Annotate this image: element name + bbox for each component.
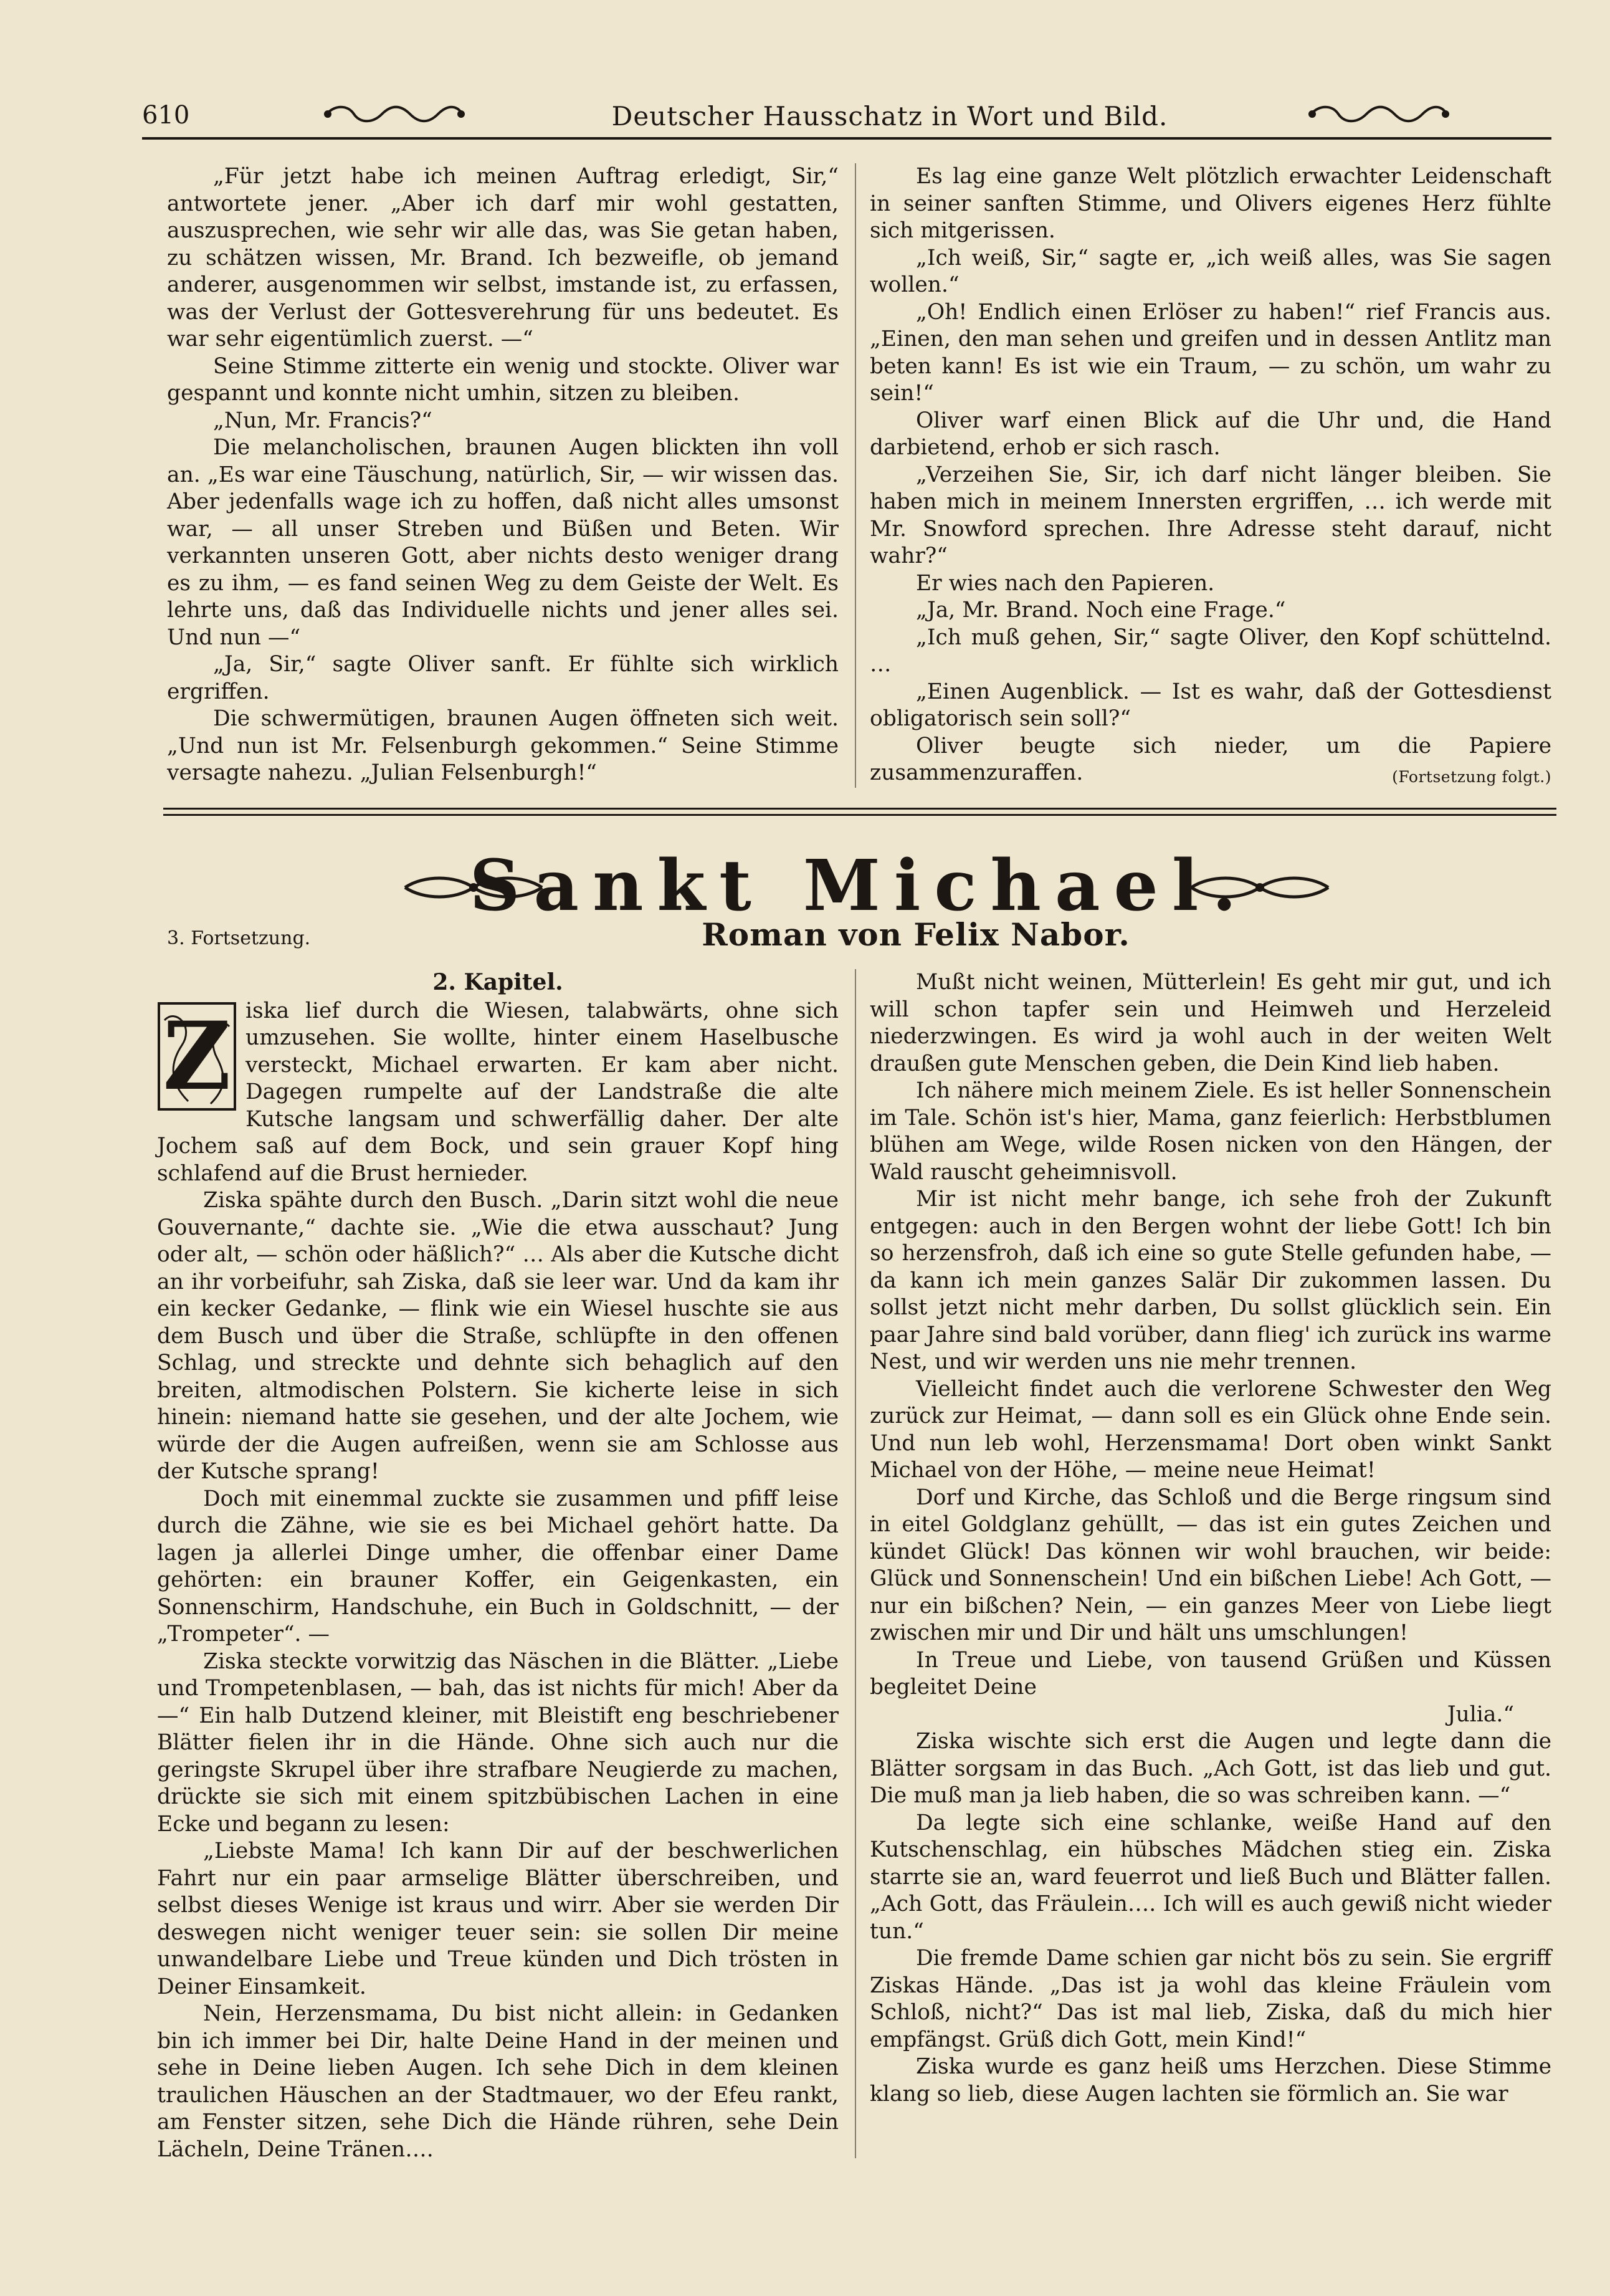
header-ornament-right-icon [1307,103,1450,125]
header-rule [142,137,1551,140]
paragraph: Vielleicht findet auch die verlorene Schwester den Weg zurück zur Heimat, — dann soll es ein Glück ohne Ende sein. Und nun leb wohl, Herzensmama! Dort oben winkt Sankt Michael von der Höhe, — meine neue Heimat! [870,1376,1551,1483]
paragraph: Die melancholischen, braunen Augen blickten ihn voll an. „Es war eine Täuschung, natürlich, Sir, — wir wissen das. Aber jedenfalls wage ich zu hoffen, daß nicht alles umsonst war, — all unser Streben und Büßen und Beten. Wir verkannten unseren Gott, aber nichts desto weniger drang es zu ihm, — es fand seinen Weg zu dem Geiste der Welt. Es lehrte uns, daß das Individuelle nichts und jener alles sei. Und nun —“ [167,435,839,650]
novel-title-block [163,835,1556,929]
paragraph: „Verzeihen Sie, Sir, ich darf nicht länger bleiben. Sie haben mich in meinem Innersten ergriffen, … ich werde mit Mr. Snowford sprechen. Ihre Adresse steht darauf, nicht wahr?“ [870,462,1551,568]
first-paragraph-text: iska lief durch die Wiesen, talabwärts, ohne sich umzusehen. Sie wollte, hinter einem Haselbusche versteckt, Michael erwarten. Er kam aber nicht. Dagegen rumpelte auf der Landstraße die alte Kutsche langsam und schwerfällig daher. Der alte Jochem saß auf dem Bock, und sein grauer Kopf hing schlafend auf die Brust hernieder. [157,998,839,1186]
paragraph: Es lag eine ganze Welt plötzlich erwachter Leidenschaft in seiner sanften Stimme, und Olivers eigenes Herz fühlte sich mitgerissen. [870,164,1551,243]
novel-column-right [870,969,1551,2108]
letter-signature: Julia.“ [1447,1701,1514,1727]
paragraph: Oliver warf einen Blick auf die Uhr und, die Hand darbietend, erhob er sich rasch. [870,408,1551,460]
dropcap [157,1002,237,1111]
paragraph: Da legte sich eine schlanke, weiße Hand auf den Kutschenschlag, ein hübsches Mädchen stieg ein. Ziska starrte sie an, ward feuerrot und ließ Buch und Blätter fallen. „Ach Gott, das Fräulein…. Ich will es auch gewiß nicht wieder tun.“ [870,1810,1551,1944]
title-ornament-right-icon [1185,874,1335,901]
paragraph: Ziska wischte sich erst die Augen und legte dann die Blätter sorgsam in das Buch. „Ach Gott, ist das lieb und gut. Die muß man ja lieb haben, die so was schreiben kann. —“ [870,1729,1551,1808]
paragraph: „Nun, Mr. Francis?“ [213,408,432,433]
paragraph: „Für jetzt habe ich meinen Auftrag erledigt, Sir,“ antwortete jener. „Aber ich darf mir wohl gestatten, auszusprechen, wie sehr wir alle das, was Sie getan haben, zu schätzen wissen, Mr. Brand. Ich bezweifle, ob jemand anderer, ausgenommen wir selbst, imstande ist, zu erfassen, was der Verlust der Gottesverehrung für uns bedeutet. Es war sehr eigentümlich zuerst. —“ [167,164,839,352]
first-paragraph [157,998,839,1188]
paragraph: Ziska wurde es ganz heiß ums Herzchen. Diese Stimme klang so lieb, diese Augen lachten sie förmlich an. Sie war [870,2054,1551,2107]
paragraph: „Einen Augenblick. — Ist es wahr, daß der Gottesdienst obligatorisch sein soll?“ [870,679,1551,731]
column-divider-bottom [855,969,856,2158]
page-number: 610 [142,101,190,130]
paragraph: Die schwermütigen, braunen Augen öffneten sich weit. „Und nun ist Mr. Felsenburgh gekommen.“ Seine Stimme versagte nahezu. „Julian Felsenburgh!“ [167,706,839,785]
paragraph: Die fremde Dame schien gar nicht bös zu sein. Sie ergriff Ziskas Hände. „Das ist ja wohl das kleine Fräulein vom Schloß, nicht?“ Das ist mal lieb, Ziska, daß du mich hier empfängst. Grüß dich Gott, mein Kind!“ [870,1946,1551,2052]
paragraph: „Ja, Mr. Brand. Noch eine Frage.“ [916,598,1286,623]
serial-end-column-left [167,163,839,787]
header-ornament-left-icon [323,103,466,125]
novel-title: Sankt Michael. [469,845,1250,927]
page-header [142,98,1551,142]
paragraph: Nein, Herzensmama, Du bist nicht allein: in Gedanken bin ich immer bei Dir, halte Deine Hand in der meinen und sehe in Deine lieben Augen. Ich sehe Dich in dem kleinen traulichen Häuschen an der Stadtmauer, wo der Efeu rankt, am Fenster sitzen, sehe Dich die Hände rühren, sehe Dein Lächeln, Deine Tränen…. [157,2001,839,2162]
paragraph: Dorf und Kirche, das Schloß und die Berge ringsum sind in eitel Goldglanz gehüllt, — das ist ein gutes Zeichen und kündet Glück! Das können wir wohl brauchen, wir beide: Glück und Sonnenschein! Und ein bißchen Liebe! Ach Gott, — nur ein bißchen? Nein, — ein ganzes Meer von Liebe liegt zwischen mir und Dir und hält uns umschlungen! [870,1485,1551,1645]
paragraph: Oliver beugte sich nieder, um die Papiere zusammenzuraffen. (Fortsetzung folgt.) [870,733,1551,787]
paragraph: „Oh! Endlich einen Erlöser zu haben!“ rief Francis aus. „Einen, den man sehen und greifen und in dessen Antlitz man beten kann! Es ist wie ein Traum, — zu schön, um wahr zu sein!“ [870,299,1551,406]
paragraph: „Liebste Mama! Ich kann Dir auf der beschwerlichen Fahrt nur ein paar armselige Blätter überschreiben, und selbst dieses Wenige ist kraus und wirr. Aber sie werden Dir deswegen nicht weniger teuer sein: sie sollen Dir meine unwandelbare Liebe und Treue künden und Dich trösten in Deiner Einsamkeit. [157,1839,839,1999]
novel-byline: Roman von Felix Nabor. [702,916,1130,953]
chapter-heading: 2. Kapitel. [432,969,563,995]
paragraph: Mußt nicht weinen, Mütterlein! Es geht mir gut, und ich will schon tapfer sein und Heimweh und Herzeleid niederzwingen. Es wird ja wohl auch in der weiten Welt draußen gute Menschen geben, die Dein Kind lieb haben. [870,970,1551,1076]
novel-column-left [157,969,839,2163]
paragraph: „Ich muß gehen, Sir,“ sagte Oliver, den Kopf schüttelnd. … [870,624,1551,677]
paragraph: „Ich weiß, Sir,“ sagte er, „ich weiß alles, was Sie sagen wollen.“ [870,245,1551,297]
paragraph: Er wies nach den Papieren. [916,570,1215,596]
installment-label: 3. Fortsetzung. [167,927,311,949]
running-title: Deutscher Hausschatz in Wort und Bild. [611,101,1168,132]
column-divider-top [855,163,856,788]
paragraph: In Treue und Liebe, von tausend Grüßen und Küssen begleitet Deine [870,1647,1551,1700]
paragraph: Seine Stimme zitterte ein wenig und stockte. Oliver war gespannt und konnte nicht umhin, sitzen zu bleiben. [167,353,839,406]
paragraph: Doch mit einemmal zuckte sie zusammen und pfiff leise durch die Zähne, wie sie es bei Michael gehört hatte. Da lagen ja allerlei Dinge umher, die offenbar einer Dame gehörten: ein brauner Koffer, ein Geigenkasten, ein Sonnenschirm, Handschuhe, ein Buch in Goldschnitt, — der „Trompeter“. — [157,1486,839,1647]
paragraph: Mir ist nicht mehr bange, ich sehe froh der Zukunft entgegen: auch in den Bergen wohnt der liebe Gott! Ich bin so herzensfroh, daß ich eine so gute Stelle gefunden habe, — da kann ich mein ganzes Salär Dir zukommen lassen. Du sollst jetzt nicht mehr darben, Du sollst glücklich sein. Ein paar Jahre sind bald vorüber, dann flieg' ich zurück ins warme Nest, und wir werden uns nie mehr trennen. [870,1187,1551,1374]
paragraph: „Ja, Sir,“ sagte Oliver sanft. Er fühlte sich wirklich ergriffen. [167,652,839,704]
paragraph: Ich nähere mich meinem Ziele. Es ist heller Sonnenschein im Tale. Schön ist's hier, Mama, ganz feierlich: Herbstblumen blühen am Wege, wilde Rosen nicken von den Hängen, der Wald rauscht geheimnisvoll. [870,1078,1551,1185]
paragraph: Ziska steckte vorwitzig das Näschen in die Blätter. „Liebe und Trompetenblasen, — bah, das ist nichts für mich! Aber da —“ Ein halb Dutzend kleiner, mit Bleistift eng beschriebener Blätter fielen ihr in die Hände. Ohne sich auch nur die geringste Skrupel über ihre strafbare Neugierde zu machen, drückte sie sich mit einem spitzbübischen Lachen in eine Ecke und begann zu lesen: [157,1648,839,1837]
dropcap-letter: Z [163,1001,231,1111]
section-rule-upper [163,808,1556,810]
section-rule-lower [163,814,1556,816]
continued-note: (Fortsetzung folgt.) [1392,768,1551,786]
paragraph: Ziska spähte durch den Busch. „Darin sitzt wohl die neue Gouvernante,“ dachte sie. „Wie die etwa ausschaut? Jung oder alt, — schön oder häßlich?“ … Als aber die Kutsche dicht an ihr vorbeifuhr, sah Ziska, daß sie leer war. Und da kam ihr ein kecker Gedanke, — flink wie ein Wiesel huschte sie aus dem Busch und über die Straße, schlüpfte in den offenen Schlag, und streckte und dehnte sich behaglich auf den breiten, altmodischen Polstern. Sie kicherte leise in sich hinein: niemand hatte sie gesehen, und der alte Jochem, wie würde der die Augen aufreißen, wenn sie am Schlosse aus der Kutsche sprang! [157,1188,839,1484]
serial-end-column-right [870,163,1551,791]
